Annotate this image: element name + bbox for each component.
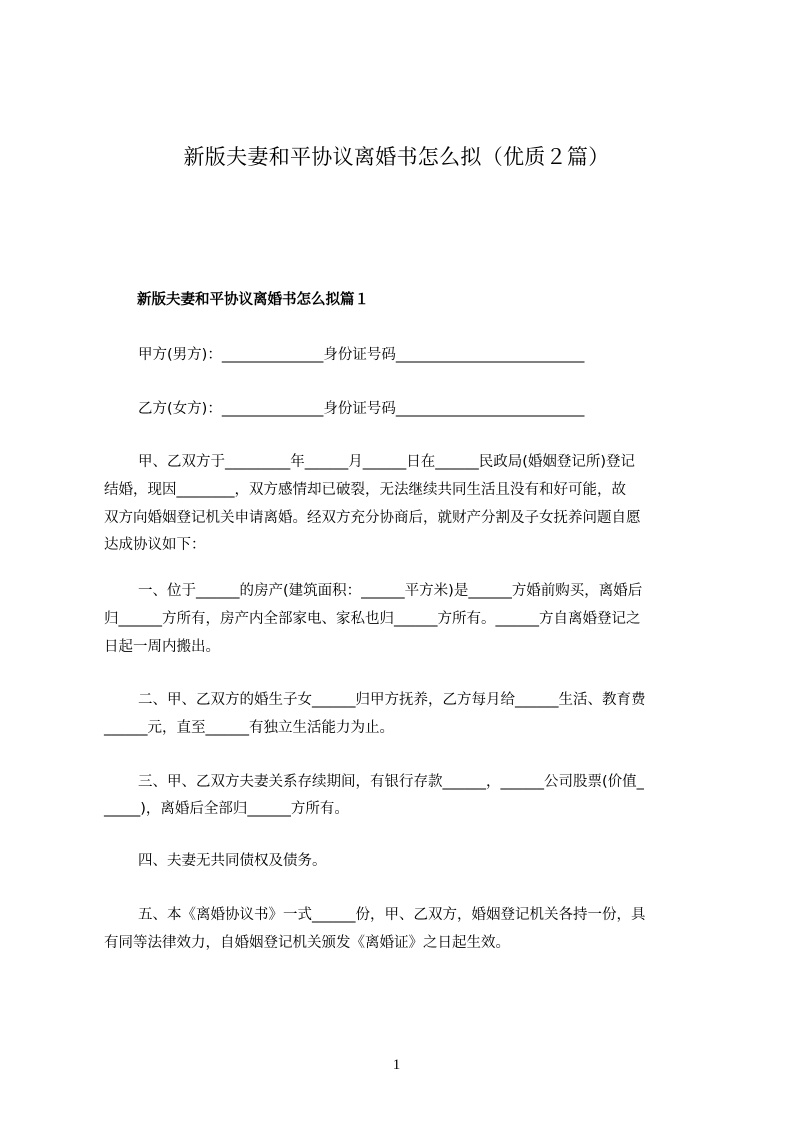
document-line: 一、位于______的房产(建筑面积：______平方米)是______方婚前购买，离婚后 <box>138 583 643 599</box>
document-line: 甲方(男方)：______________身份证号码__________________________ <box>138 347 585 363</box>
document-line: 双方向婚姻登记机关申请离婚。经双方充分协商后，就财产分割及子女抚养问题自愿 <box>104 510 641 526</box>
section-heading: 新版夫妻和平协议离婚书怎么拟篇１ <box>137 292 369 308</box>
document-line: 五、本《离婚协议书》一式______份，甲、乙双方，婚姻登记机关各持一份，具 <box>138 907 646 923</box>
document-line: 日起一周内搬出。 <box>104 639 220 655</box>
page-number: 1 <box>392 1057 401 1073</box>
document-line: 结婚，现因________，双方感情却已破裂，无法继续共同生活且没有和好可能，故 <box>104 482 626 498</box>
document-title: 新版夫妻和平协议离婚书怎么拟（优质２篇） <box>183 145 610 169</box>
document-line: 四、夫妻无共同债权及债务。 <box>138 853 327 869</box>
document-line: _____)，离婚后全部归______方所有。 <box>104 801 349 817</box>
document-line: ______元，直至______有独立生活能力为止。 <box>104 720 394 736</box>
document-line: 归______方所有，房产内全部家电、家私也归______方所有。______方自离婚登记之 <box>104 611 641 627</box>
document-line: 二、甲、乙双方的婚生子女______归甲方抚养，乙方每月给______生活、教育费 <box>138 692 646 708</box>
document-line: 乙方(女方)：______________身份证号码__________________________ <box>138 401 585 417</box>
document-line: 三、甲、乙双方夫妻关系存续期间，有银行存款______，______公司股票(价值_ <box>138 774 644 790</box>
document-line: 有同等法律效力，自婚姻登记机关颁发《离婚证》之日起生效。 <box>104 935 510 951</box>
document-line: 达成协议如下： <box>104 537 206 553</box>
document-line: 甲、乙双方于_________年______月______日在______民政局(婚姻登记所)登记 <box>138 454 636 470</box>
